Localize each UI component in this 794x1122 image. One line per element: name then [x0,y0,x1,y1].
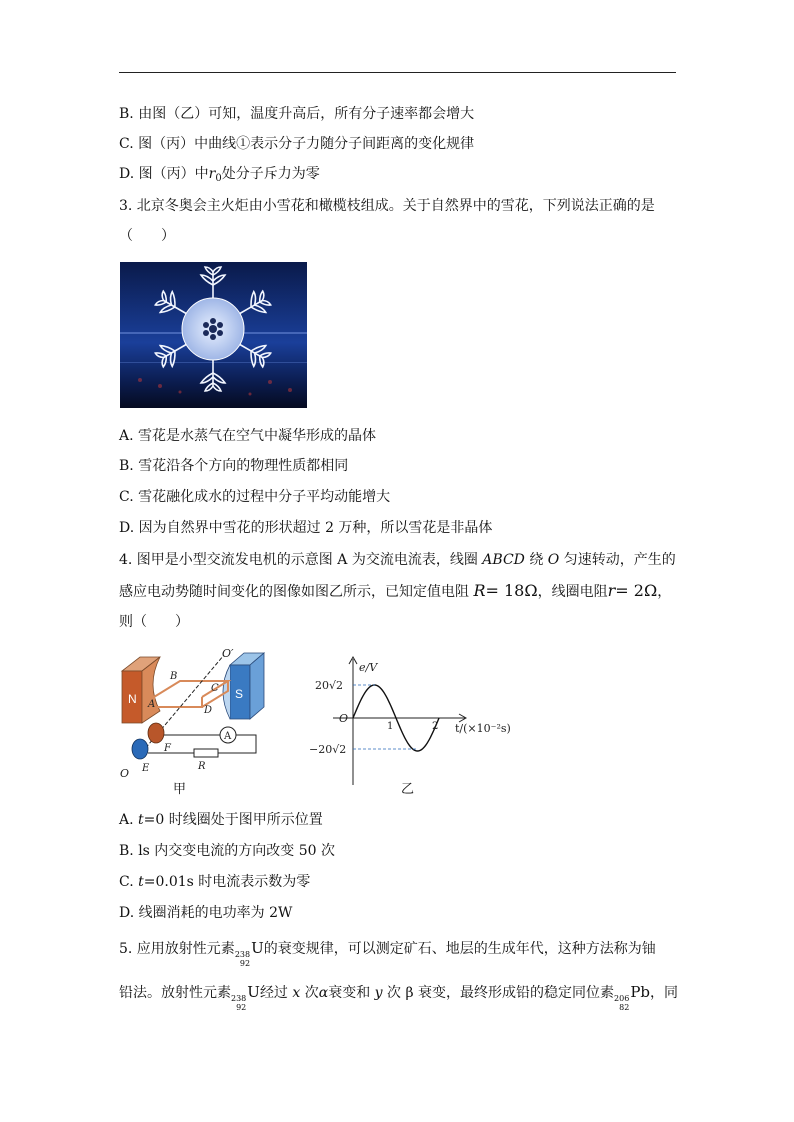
label-o-prime: O′ [222,647,234,660]
u-symbol: U [251,939,264,957]
q4-l1-text2: 绕 [529,552,544,568]
q5-line2 [119,982,678,1012]
q5-l2-text6: ，同 [650,985,679,1001]
coil-label: ABCD [482,552,525,568]
q4-a-pre: A. [119,812,139,828]
emf-time-chart [305,655,520,795]
label-f: F [164,743,171,754]
pb-z: 82 [619,1003,630,1012]
var-y: y [374,985,383,1001]
option-d-prev [119,164,320,189]
q4-l2-text: 感应电动势随时间变化的图像如图乙所示，已知定值电阻 [119,584,469,600]
option-b-prev: B. 由图（乙）可知，温度升高后，所有分子速率都会增大 [119,106,475,122]
q3-option-b: B. 雪花沿各个方向的物理性质都相同 [119,458,349,474]
caption-yi: 乙 [401,782,415,797]
var-R: R [473,581,486,600]
u-z: 92 [239,959,251,968]
q4-option-b: B. ls 内交变电流的方向改变 50 次 [119,843,336,859]
q4-l2-text2: ，线圈电阻 [537,584,608,600]
q3-option-a: A. 雪花是水蒸气在空气中凝华形成的晶体 [119,428,377,444]
caption-jia: 甲 [173,782,187,797]
u-nuclide-indices-2 [231,994,246,1012]
pb-nuclide-indices [614,994,629,1012]
x-tick-1: 1 [387,721,394,732]
slip-ring-f [148,723,164,743]
q4-c-post: =0.01s 时电流表示数为零 [143,874,311,890]
u-nuclide-indices [235,950,250,968]
coil-bottom [154,697,202,707]
q5-line1 [119,938,656,968]
option-d-prev-text: D. 图（丙）中 [119,166,209,182]
pb-mass: 206 [614,994,630,1003]
x-axis-label: t/(×10⁻²s) [455,722,511,735]
u-symbol-2: U [247,983,260,1001]
y-tick-negative: −20√2 [309,743,347,756]
pb-symbol: Pb [630,983,651,1001]
x-tick-2: 2 [432,721,439,732]
label-o: O [120,767,130,780]
option-c-prev: C. 图（丙）中曲线①表示分子力随分子间距离的变化规律 [119,136,475,152]
label-r: R [198,761,206,772]
label-e: E [142,763,150,774]
label-b: B [170,671,178,682]
q4-option-a [119,810,323,830]
q5-l2-text3: 次 [304,985,319,1001]
q4-stem-line1 [119,550,676,570]
header-rule [119,72,676,73]
q4-option-c [119,872,310,892]
q4-stem-line2 [119,581,671,602]
snowflake-torch-photo [120,262,307,408]
var-t-c: t [138,874,144,890]
var-x: x [292,985,301,1001]
q5-l2-text2: 经过 [259,985,288,1001]
alpha-symbol: α [318,985,329,1001]
axis-label-o: O [547,552,560,568]
label-d: D [204,705,213,716]
y-tick-positive: 20√2 [315,679,344,692]
var-r-coil: r [607,581,616,600]
slip-ring-e [132,739,148,759]
q5-l2-text: 铅法。放射性元素 [119,985,231,1001]
y-axis-label: e/V [359,661,378,674]
q5-l2-text4: 衰变和 [328,985,371,1001]
origin-label: O [339,712,349,725]
q4-l1-text3: 匀速转动，产生的 [563,552,676,568]
q4-a-post: =0 时线圈处于图甲所示位置 [143,812,323,828]
var-t: t [138,812,144,828]
q4-l2-text3: ， [657,584,672,600]
u-mass-2: 238 [231,994,247,1003]
label-c: C [211,683,219,694]
u-mass: 238 [234,950,251,959]
q3-stem: 3. 北京冬奥会主火炬由小雪花和橄榄枝组成。关于自然界中的雪花，下列说法正确的是 [119,198,655,214]
resistor [194,749,218,757]
generator-diagram [118,645,270,793]
val-r: = 2Ω [615,581,658,600]
var-r-sub: 0 [215,173,222,184]
magnet-s-side [250,653,264,719]
q5-l1-text: 5. 应用放射性元素 [119,941,235,957]
u-z-2: 92 [236,1003,247,1012]
q4-option-d: D. 线圈消耗的电功率为 2W [119,905,293,921]
var-r: r [208,166,216,182]
ammeter-label: A [224,731,232,742]
q4-stem-line3: 则（ ） [119,614,189,630]
q3-option-d: D. 因为自然界中雪花的形状超过 2 万种，所以雪花是非晶体 [119,520,493,536]
q3-option-c: C. 雪花融化成水的过程中分子平均动能增大 [119,489,391,505]
q4-c-pre: C. [119,874,139,890]
label-s: S [235,687,244,701]
val-R: = 18Ω [485,581,538,600]
q5-l2-text5: 次 β 衰变，最终形成铅的稳定同位素 [387,985,615,1001]
q4-l1-text: 4. 图甲是小型交流发电机的示意图 A 为交流电流表，线圈 [119,552,478,568]
q5-l1-text2: 的衰变规律，可以测定矿石、地层的生成年代，这种方法称为铀 [263,941,656,957]
label-n: N [128,692,137,706]
option-d-prev-tail: 处分子斥力为零 [221,166,320,182]
q3-blank: （ ） [119,228,175,244]
label-a: A [148,699,156,710]
